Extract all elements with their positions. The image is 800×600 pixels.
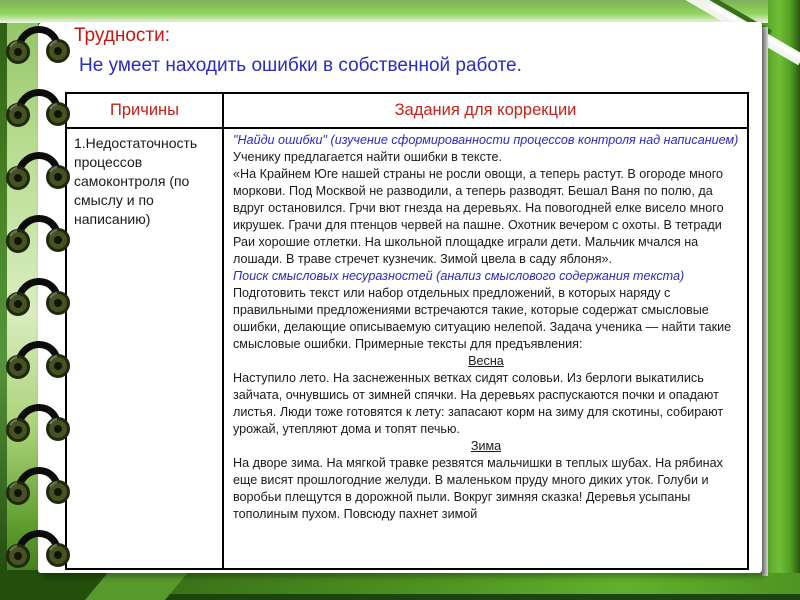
tasks-cell (223, 128, 748, 569)
table-header-row (66, 93, 748, 128)
text-title-winter: Зима (470, 439, 502, 453)
frame-top-strip (0, 0, 768, 23)
page-subtitle: Не умеет находить ошибки в собственной работе. (79, 55, 522, 76)
frame-left-bevel (0, 0, 7, 600)
notebook-page (38, 22, 762, 573)
page-side-edge (762, 27, 768, 576)
task-paragraph: На дворе зима. На мягкой травке резвятся мальчишки в теплых шубах. На рябинах еще висят прошлогодние желуди. В маленьком пруду много диких уток. Голуби и воробьи плещутся в дорожной пыли. Вокруг зимняя сказка! Деревья усыпаны тополиным пухом. Повсюду пахнет зимой (233, 456, 723, 521)
task-heading-find-errors: "Найди ошибки" (изучение сформированности процессов контроля над написанием) (233, 133, 739, 147)
task-paragraph: «На Крайнем Юге нашей страны не росли овощи, а теперь растут. В огороде много моркови. Под Москвой не разводили, а теперь разводят. Бешал Ваня по полю, да вдруг остановился. Грчи вют гнезда на деревьях. На повогодней елке висело много икрушек. Грачи для птенцов червей на пашне. Охотник вечером с охоты. В тетради Раи хорошие отлетки. На школьной площадке играли дети. Мальчик мчался на лошади. В траве стречет кузнечик. Зимой цвела в саду яблоня». (233, 167, 724, 266)
column-header-tasks: Задания для коррекции (223, 93, 748, 128)
page-title: Трудности: (74, 25, 171, 46)
table-row (66, 128, 748, 569)
correction-table (65, 92, 749, 570)
task-paragraph: Ученику предлагается найти ошибки в тексте. (233, 150, 502, 164)
text-title-spring: Весна (468, 354, 504, 368)
task-heading-absurdities: Поиск смысловых несуразностей (анализ смыслового содержания текста) (233, 269, 685, 283)
column-header-causes: Причины (66, 93, 223, 128)
cause-cell: 1.Недостаточность процессов самоконтроля (по смыслу и по написанию) (66, 128, 223, 569)
task-paragraph: Наступило лето. На заснеженных ветках сидят соловьи. Из берлоги выкатились зайчата, очнувшись от зимней спячки. На деревьях распускаются почки и опадают листья. Люди тоже готовятся к лету: запасают корм на зиму для скотины, собирают урожай, утепляют дома и топят печью. (233, 371, 724, 436)
task-paragraph: Подготовить текст или набор отдельных предложений, в которых наряду с правильными предложениями встречаются такие, которые содержат смысловые ошибки, делающие описываемую ситуацию нелепой. Задача ученика — найти такие смысловые ошибки. Примерные тексты для предъявления: (233, 286, 732, 351)
